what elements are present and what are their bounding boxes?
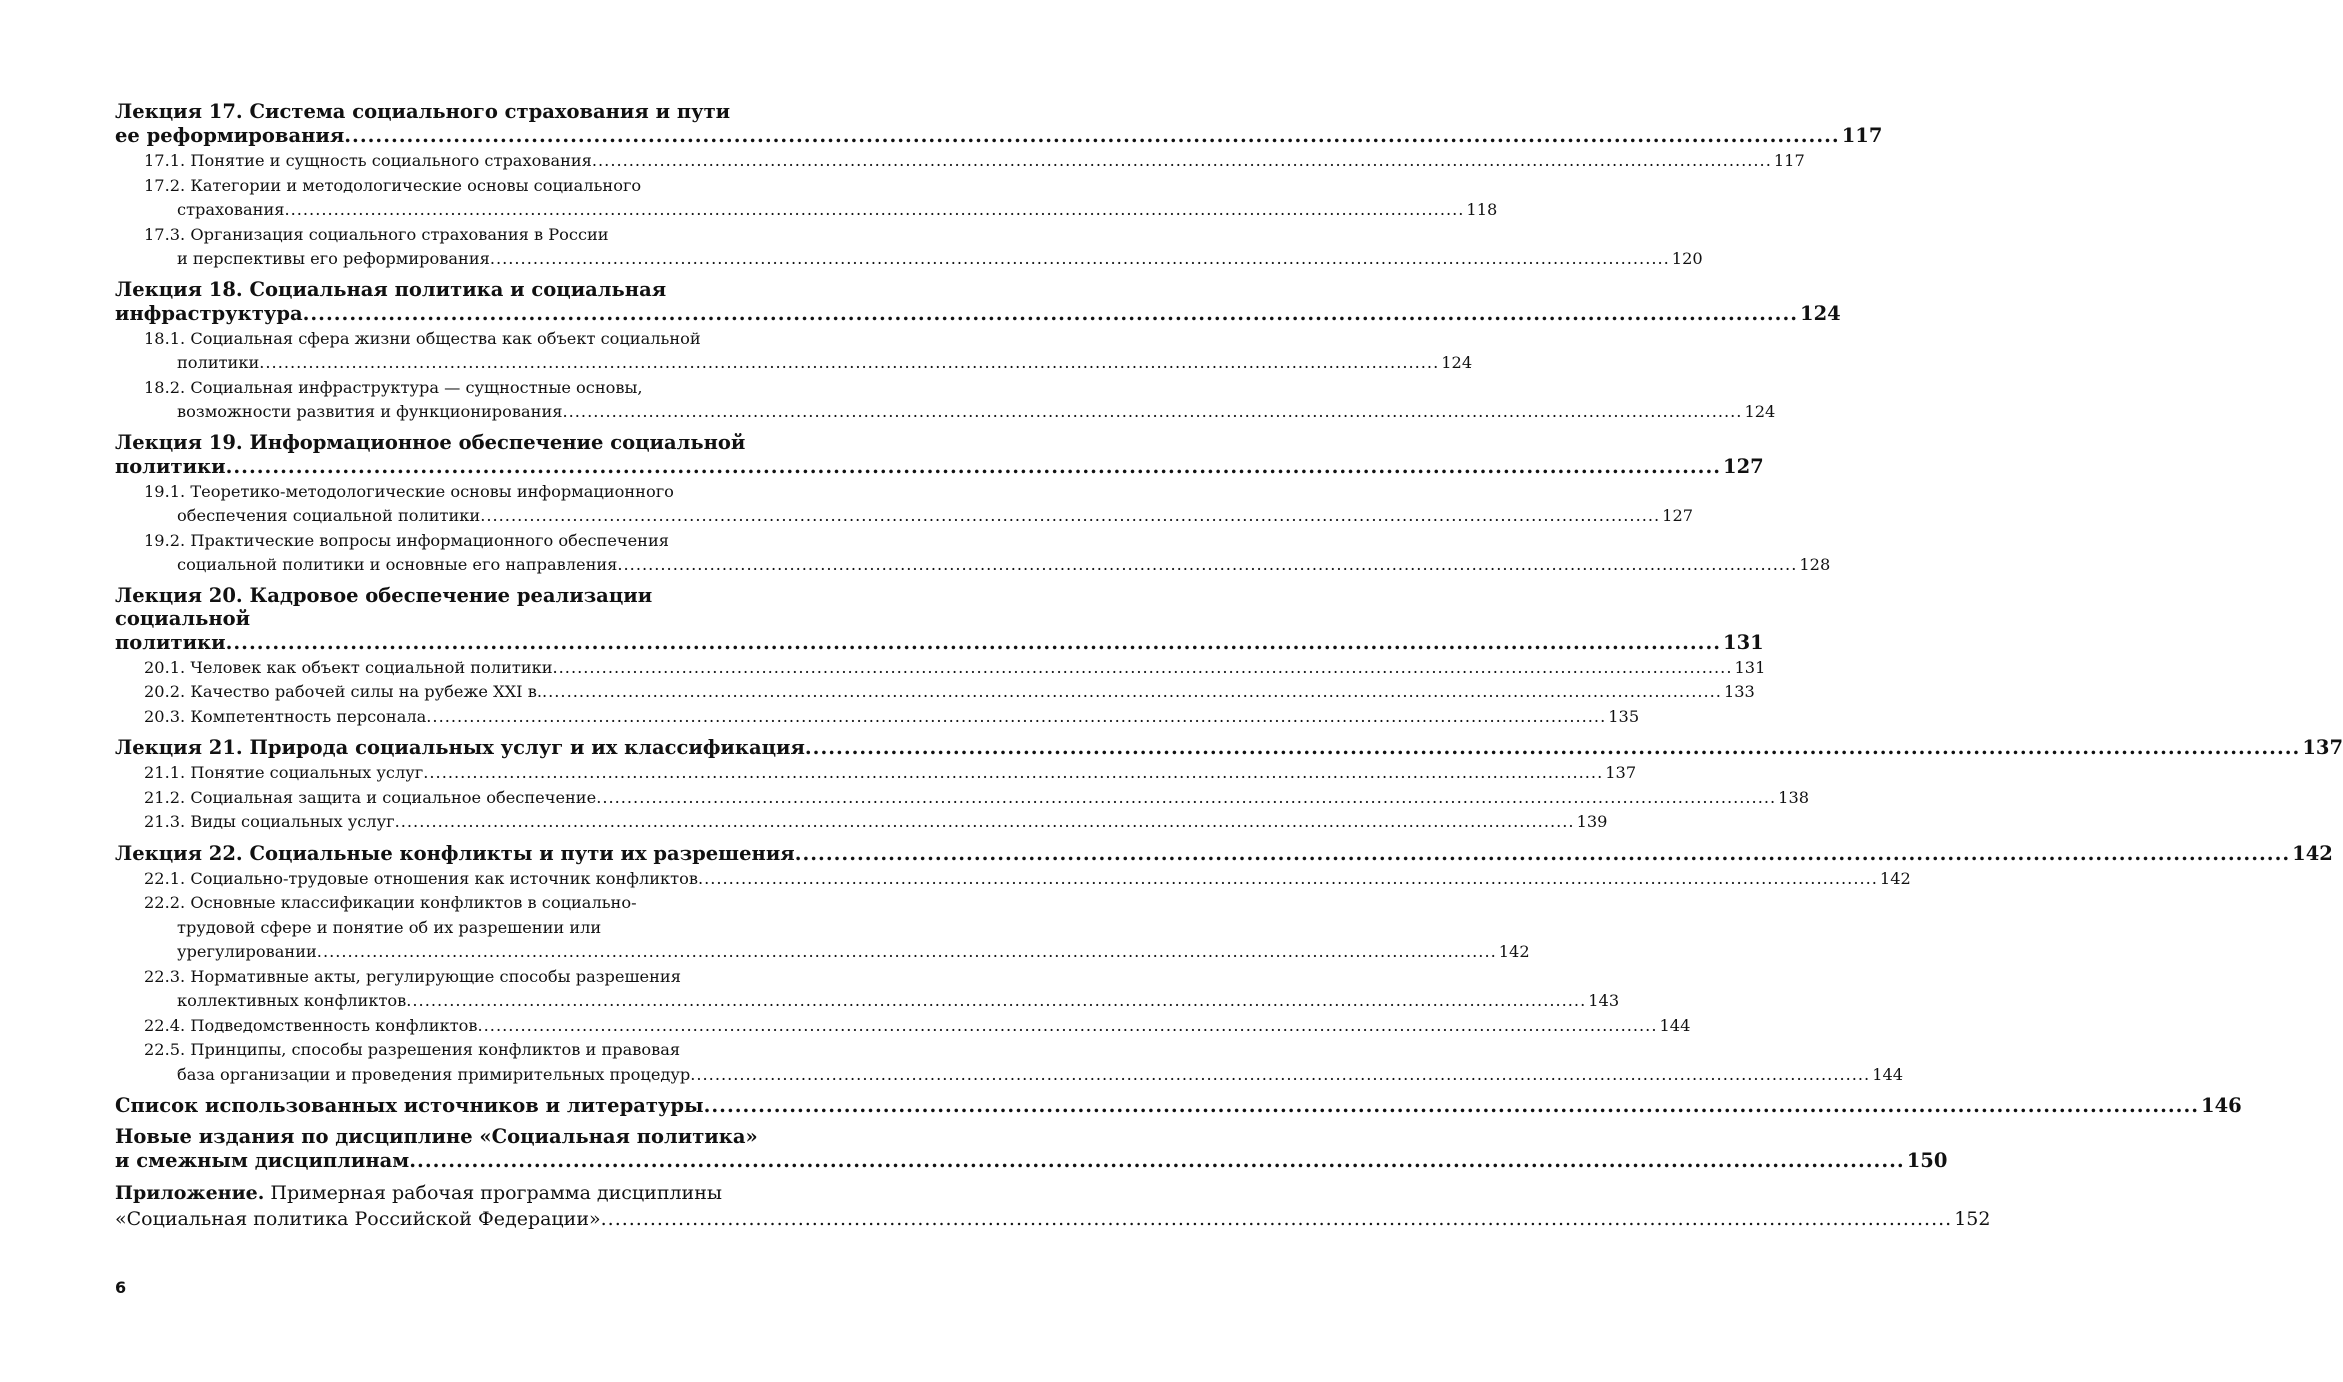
lecture-entry bbox=[115, 583, 1766, 730]
entry-text: ее реформирования bbox=[115, 124, 345, 147]
page-ref: 144 bbox=[1872, 1064, 1904, 1084]
leader-dots bbox=[562, 400, 1742, 425]
page-ref: 127 bbox=[1723, 454, 1764, 478]
subsection-line bbox=[115, 553, 1831, 578]
subsection-line bbox=[115, 867, 1911, 892]
page-ref: 124 bbox=[1441, 353, 1473, 372]
new-editions-title: Новые издания по дисциплине «Социальная политика» bbox=[115, 1125, 758, 1148]
lecture-title: Лекция 18. Социальная политика и социальная bbox=[115, 277, 667, 301]
entry-text: коллективных конфликтов bbox=[177, 991, 407, 1010]
entry-text: Список использованных источников и литературы bbox=[115, 1094, 704, 1117]
page-ref: 127 bbox=[1662, 506, 1694, 525]
leader-dots bbox=[303, 301, 1798, 327]
lecture-title-line bbox=[115, 301, 1841, 327]
appendix-title bbox=[115, 1180, 787, 1206]
subsection-line: 22.3. Нормативные акты, регулирующие способы разрешения bbox=[144, 966, 681, 986]
leader-dots bbox=[795, 841, 2290, 867]
entry-text: Лекция 22. Социальные конфликты и пути их разрешения bbox=[115, 841, 795, 865]
page-ref: 133 bbox=[1723, 682, 1755, 701]
leader-dots bbox=[259, 351, 1439, 376]
subsection-line: 22.2. Основные классификации конфликтов в социально- bbox=[144, 893, 637, 912]
leader-dots bbox=[490, 247, 1670, 272]
leader-dots bbox=[596, 786, 1776, 811]
page-ref: 124 bbox=[1800, 301, 1841, 325]
page-ref: 139 bbox=[1576, 812, 1608, 831]
entry-text: страхования bbox=[177, 200, 285, 219]
subsection-line bbox=[115, 680, 1755, 705]
leader-dots bbox=[704, 1093, 2199, 1119]
page-ref: 117 bbox=[1841, 124, 1883, 147]
subsection-line bbox=[115, 149, 1805, 174]
subsection-line: 19.2. Практические вопросы информационного обеспечения bbox=[144, 530, 669, 550]
lecture-title-line bbox=[115, 630, 1764, 656]
lecture-entry bbox=[115, 277, 1841, 425]
lecture-title-line bbox=[115, 454, 1764, 480]
page-ref: 142 bbox=[2292, 841, 2333, 865]
leader-dots bbox=[592, 149, 1772, 174]
entry-text: 20.1. Человек как объект социальной политики bbox=[144, 657, 553, 677]
lecture-title: Лекция 17. Система социального страхования и пути bbox=[115, 100, 731, 123]
entry-text: и перспективы его реформирования bbox=[177, 249, 490, 268]
leader-dots bbox=[423, 761, 1603, 786]
subsection-line bbox=[115, 247, 1703, 272]
page-ref: 137 bbox=[1605, 763, 1637, 782]
entry-text: политики bbox=[115, 454, 226, 478]
page-ref: 142 bbox=[1879, 868, 1911, 888]
subsection-line bbox=[115, 705, 1640, 730]
subsection-line bbox=[115, 786, 1810, 811]
page-ref: 117 bbox=[1773, 151, 1805, 170]
page-ref: 124 bbox=[1744, 402, 1776, 421]
page-ref: 137 bbox=[2302, 736, 2343, 759]
lecture-title: Лекция 19. Информационное обеспечение социальной bbox=[115, 430, 746, 454]
new-editions-entry bbox=[115, 1125, 1948, 1174]
entry-text: 22.4. Подведомственность конфликтов bbox=[144, 1015, 478, 1035]
subsection-entry bbox=[115, 867, 1911, 892]
subsection-entry bbox=[115, 680, 1755, 705]
entry-text: обеспечения социальной политики bbox=[177, 506, 481, 525]
entry-text: 22.1. Социально-трудовые отношения как источник конфликтов bbox=[144, 868, 698, 888]
page-ref: 120 bbox=[1671, 249, 1703, 268]
appendix-label: Приложение. bbox=[115, 1182, 265, 1204]
entry-text: инфраструктура bbox=[115, 301, 303, 325]
leader-dots bbox=[480, 504, 1660, 529]
entry-text: база организации и проведения примирительных процедур bbox=[177, 1064, 691, 1084]
entry-text: 21.1. Понятие социальных услуг bbox=[144, 763, 424, 782]
entry-text: социальной политики и основные его направления bbox=[177, 555, 618, 574]
entry-text: 21.2. Социальная защита и социальное обеспечение bbox=[144, 787, 597, 807]
subsection-entry bbox=[115, 1014, 1691, 1039]
subsection-line: трудовой сфере и понятие об их разрешении или bbox=[177, 917, 602, 937]
subsection-line bbox=[115, 400, 1776, 425]
leader-dots bbox=[406, 989, 1586, 1014]
subsection-line bbox=[115, 1014, 1691, 1039]
page-ref: 144 bbox=[1659, 1015, 1691, 1035]
entry-text: Лекция 21. Природа социальных услуг и их классификация bbox=[115, 736, 805, 759]
entry-text: 20.2. Качество рабочей силы на рубеже XXI в. bbox=[144, 682, 542, 701]
subsection-line: 17.3. Организация социального страхования в России bbox=[144, 224, 609, 244]
lecture-title: Лекция 20. Кадровое обеспечение реализации социальной bbox=[115, 583, 653, 630]
page-ref: 146 bbox=[2201, 1094, 2242, 1117]
leader-dots bbox=[698, 867, 1878, 892]
subsection-line bbox=[115, 656, 1766, 681]
subsection-line bbox=[115, 198, 1498, 223]
subsection-entry bbox=[115, 223, 1703, 272]
page-ref: 135 bbox=[1608, 706, 1640, 726]
subsection-entry bbox=[115, 1038, 1904, 1087]
leader-dots bbox=[226, 630, 1721, 656]
entry-text: возможности развития и функционирования bbox=[177, 402, 563, 421]
subsection-entry bbox=[115, 149, 1805, 174]
references-title bbox=[115, 1093, 2242, 1119]
entry-text: политики bbox=[177, 353, 260, 372]
subsection-entry bbox=[115, 174, 1498, 223]
subsection-line: 19.1. Теоретико-методологические основы информационного bbox=[144, 481, 674, 501]
subsection-line bbox=[115, 351, 1473, 376]
leader-dots bbox=[690, 1063, 1870, 1088]
table-of-contents bbox=[115, 100, 2343, 1238]
subsection-line: 17.2. Категории и методологические основы социального bbox=[144, 175, 642, 195]
appendix-entry bbox=[115, 1180, 1991, 1232]
page-ref: 131 bbox=[1723, 630, 1764, 654]
leader-dots bbox=[226, 454, 1721, 480]
lecture-title-line bbox=[115, 735, 2343, 761]
entry-text: 21.3. Виды социальных услуг bbox=[144, 812, 395, 831]
subsection-entry bbox=[115, 529, 1831, 578]
subsection-line bbox=[115, 504, 1694, 529]
lecture-entry bbox=[115, 841, 2333, 1088]
leader-dots bbox=[317, 940, 1497, 965]
appendix-title-line bbox=[115, 1206, 1991, 1232]
subsection-line: 22.5. Принципы, способы разрешения конфликтов и правовая bbox=[144, 1040, 681, 1059]
page-ref: 142 bbox=[1498, 942, 1530, 961]
leader-dots bbox=[284, 198, 1464, 223]
subsection-entry bbox=[115, 656, 1766, 681]
page-ref: 118 bbox=[1466, 200, 1498, 219]
lecture-entry bbox=[115, 100, 1883, 272]
leader-dots bbox=[409, 1148, 1904, 1174]
references-entry bbox=[115, 1093, 2242, 1119]
leader-dots bbox=[542, 680, 1722, 705]
leader-dots bbox=[601, 1206, 1953, 1232]
leader-dots bbox=[395, 810, 1575, 835]
page-ref: 152 bbox=[1954, 1208, 1991, 1230]
leader-dots bbox=[426, 705, 1606, 730]
entry-text: и смежным дисциплинам bbox=[115, 1149, 410, 1172]
lecture-title-line bbox=[115, 841, 2333, 867]
subsection-line bbox=[115, 810, 1608, 835]
lecture-entry bbox=[115, 735, 2343, 835]
appendix-text: Примерная рабочая программа дисциплины bbox=[264, 1182, 722, 1204]
subsection-line bbox=[115, 761, 1637, 786]
leader-dots bbox=[805, 735, 2300, 761]
entry-text: 20.3. Компетентность персонала bbox=[144, 706, 427, 726]
subsection-entry bbox=[115, 705, 1640, 730]
new-editions-title-line bbox=[115, 1148, 1948, 1174]
subsection-entry bbox=[115, 761, 1637, 786]
entry-text: урегулировании bbox=[177, 942, 317, 961]
page-number: 6 bbox=[115, 1278, 127, 1297]
leader-dots bbox=[553, 656, 1733, 681]
page-ref: 143 bbox=[1588, 991, 1620, 1010]
lecture-title-line bbox=[115, 123, 1883, 149]
page-ref: 128 bbox=[1799, 555, 1831, 574]
page-ref: 150 bbox=[1906, 1149, 1948, 1172]
subsection-line bbox=[115, 989, 1620, 1014]
entry-text: политики bbox=[115, 630, 226, 654]
subsection-entry bbox=[115, 480, 1694, 529]
subsection-line: 18.1. Социальная сфера жизни общества как объект социальной bbox=[144, 328, 701, 348]
leader-dots bbox=[617, 553, 1797, 578]
subsection-entry bbox=[115, 810, 1608, 835]
page-ref: 138 bbox=[1778, 787, 1810, 807]
leader-dots bbox=[478, 1014, 1658, 1039]
entry-text: 17.1. Понятие и сущность социального страхования bbox=[144, 151, 592, 170]
entry-text: «Социальная политика Российской Федерации» bbox=[115, 1208, 601, 1230]
subsection-entry bbox=[115, 786, 1810, 811]
page-ref: 131 bbox=[1734, 657, 1766, 677]
subsection-line bbox=[115, 1063, 1904, 1088]
subsection-entry bbox=[115, 965, 1620, 1014]
lecture-entry bbox=[115, 430, 1831, 578]
subsection-line bbox=[115, 940, 1530, 965]
subsection-entry bbox=[115, 327, 1473, 376]
subsection-line: 18.2. Социальная инфраструктура — сущностные основы, bbox=[144, 377, 643, 397]
subsection-entry bbox=[115, 376, 1776, 425]
leader-dots bbox=[344, 123, 1839, 149]
subsection-entry bbox=[115, 891, 1530, 965]
